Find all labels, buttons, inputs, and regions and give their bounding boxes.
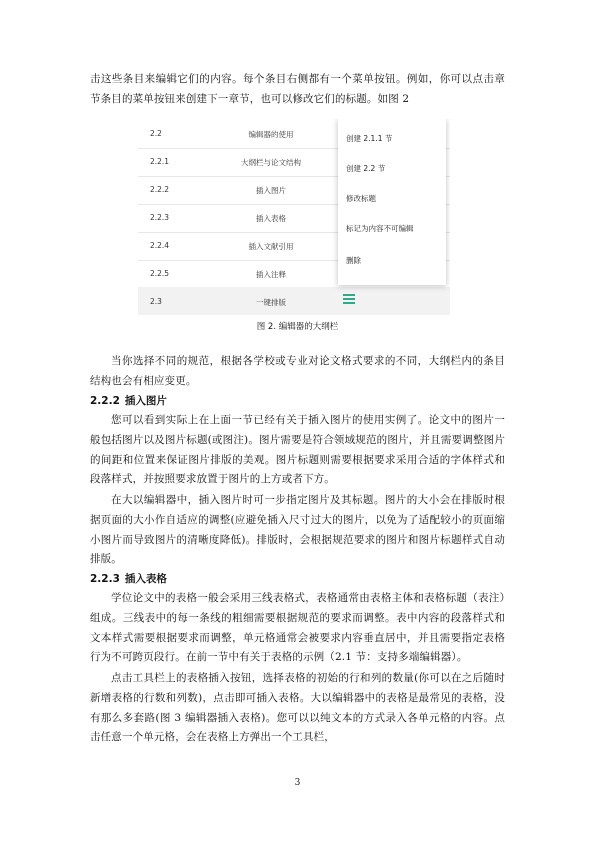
outline-row-number: 2.2.2 [150,185,170,194]
outline-row-title: 插入注释 [256,270,286,279]
paragraph: 您可以看到实际上在上面一节已经有关于插入图片的使用实例了。论文中的图片一般包括图片以及图片标题(或图注)。图片需要是符合领域规范的图片，并且需要调整图片的间距和位置来保证图片排版的美观。图片标题则需要根据要求采用合适的字体样式和段落样式，并按照要求放置于图片的上方或者下方。 [90,414,505,486]
paragraph: 当你选择不同的规范，根据各学校或专业对论文格式要求的不同，大纲栏内的条目结构也会有相应变更。 [90,355,505,387]
outline-row-title: 大纲栏与论文结构 [241,158,301,167]
menu-item-delete: 删除 [346,256,361,265]
outline-menu-icon [343,294,355,304]
outline-context-menu [338,119,446,285]
figure-caption: 图 2. 编辑器的大纲栏 [256,322,339,332]
section-title: 插入表格 [124,573,167,585]
section-heading-2-2-2 [90,393,172,410]
outline-row-number: 2.2.5 [150,269,170,278]
outline-row-title: 插入图片 [256,186,286,195]
paragraph: 学位论文中的表格一般会采用三线表格式，表格通常由表格主体和表格标题（表注）组成。三线表中的每一条线的粗细需要根据规范的要求而调整。表中内容的段落样式和文本样式需要根据要求而调整，单元格通常会被要求内容垂直居中，并且需要指定表格行为不可跨页段行。在前一节中有关于表格的示例（2.1 节：支持多端编辑器）。 [90,592,505,664]
menu-item-create-2-1-1: 创建 2.1.1 节 [346,134,393,143]
outline-figure [138,119,450,315]
outline-row-number: 2.3 [150,297,162,306]
paragraph: 在大以编辑器中，插入图片时可一步指定图片及其标题。图片的大小会在排版时根据页面的大小作自适应的调整(应避免插入尺寸过大的图片，以免为了适配较小的页面缩小图片而导致图片的清晰度降低)。排版时，会根据规范要求的图片和图片标题样式自动排版。 [90,494,505,566]
outline-row-title: 插入文献引用 [248,242,294,251]
outline-row [138,287,450,315]
outline-row-title: 一键排版 [256,298,286,307]
outline-row-title: 插入表格 [256,214,286,223]
section-number: 2.2.2 [90,395,120,407]
section-title: 插入图片 [124,395,167,407]
page-number: 3 [294,778,301,788]
paragraph: 点击工具栏上的表格插入按钮，选择表格的初始的行和列的数量(你可以在之后随时新增表格的行数和列数)，点击即可插入表格。大以编辑器中的表格是最常见的表格，没有那么多套路(图 3 编辑器插入表格)。您可以以纯文本的方式录入各单元格的内容。点击任意一个单元格，会在表格上方弹出一个工具栏， [90,672,505,744]
section-number: 2.2.3 [90,573,120,585]
outline-row-title: 编辑器的使用 [248,130,294,139]
outline-row-number: 2.2.1 [150,157,170,166]
intro-paragraph: 击这些条目来编辑它们的内容。每个条目右侧都有一个菜单按钮。例如，你可以点击章节条目的菜单按钮来创建下一章节，也可以修改它们的标题。如图 2 [90,73,505,105]
outline-row-number: 2.2 [150,129,162,138]
outline-row-number: 2.2.3 [150,213,170,222]
menu-item-rename: 修改标题 [346,194,376,203]
outline-row-number: 2.2.4 [150,241,170,250]
menu-item-create-2-2: 创建 2.2 节 [346,164,386,173]
section-heading-2-2-3 [90,571,172,588]
menu-item-lock: 标记为内容不可编辑 [346,224,414,233]
